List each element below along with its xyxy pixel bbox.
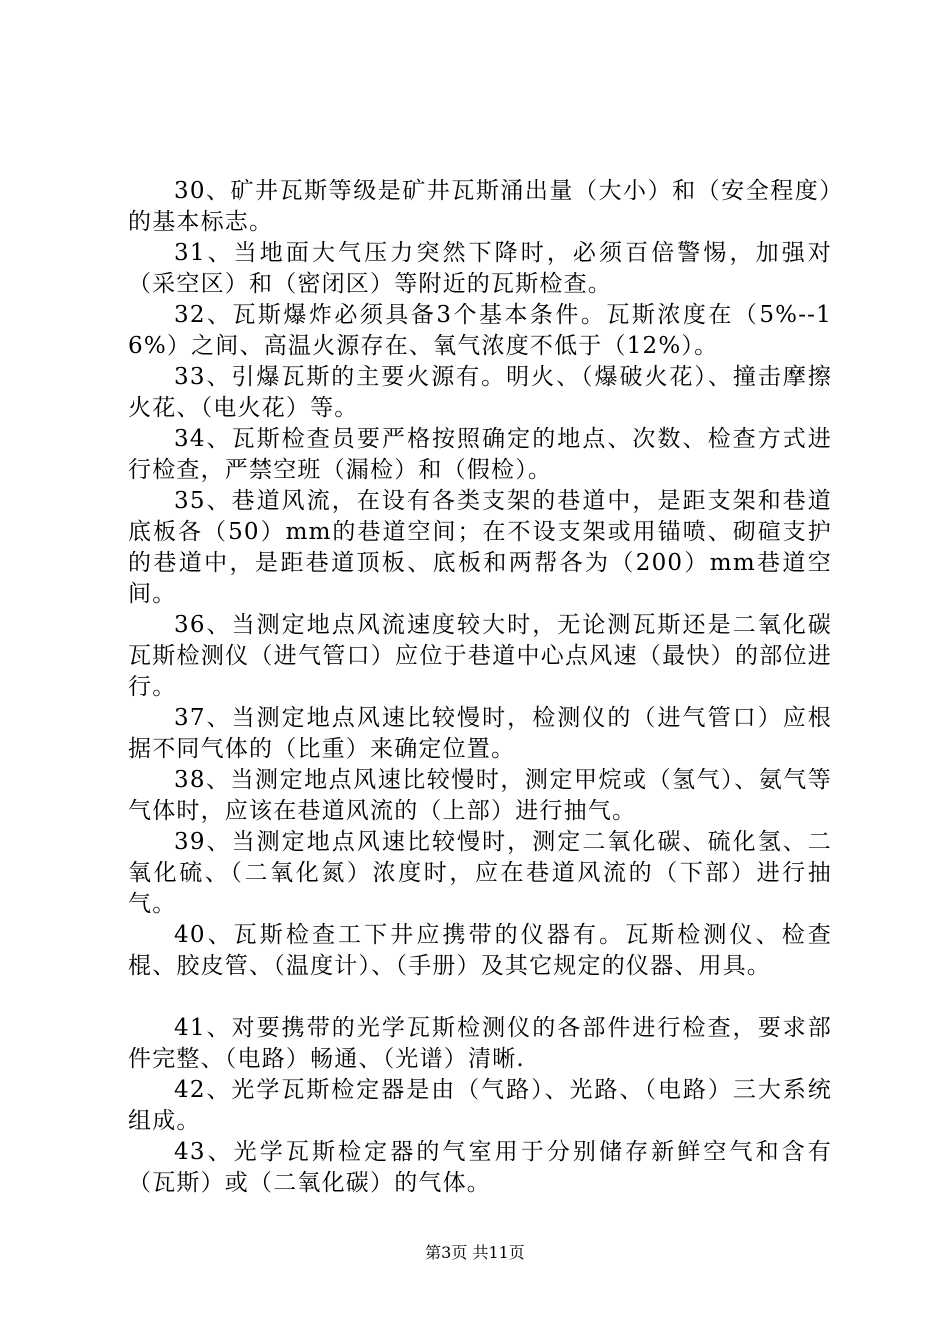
paragraph-43: 43、光学瓦斯检定器的气室用于分别储存新鲜空气和含有（瓦斯）或（二氧化碳）的气体。 [128, 1139, 832, 1196]
paragraph-31: 31、当地面大气压力突然下降时，必须百倍警惕，加强对（采空区）和（密闭区）等附近的瓦斯检查。 [128, 240, 832, 297]
paragraph-38: 38、当测定地点风速比较慢时，测定甲烷或（氢气）、氨气等气体时，应该在巷道风流的（上部）进行抽气。 [128, 767, 832, 824]
paragraph-36: 36、当测定地点风流速度较大时，无论测瓦斯还是二氧化碳瓦斯检测仪（进气管口）应位于巷道中心点风速（最快）的部位进行。 [128, 612, 832, 700]
paragraph-30: 30、矿井瓦斯等级是矿井瓦斯涌出量（大小）和（安全程度）的基本标志。 [128, 178, 832, 235]
paragraph-32: 32、瓦斯爆炸必须具备3个基本条件。瓦斯浓度在（5%--16%）之间、高温火源存在、氧气浓度不低于（12%）。 [128, 302, 832, 359]
page-number-footer: 第3页 共11页 [425, 1243, 525, 1262]
paragraph-33: 33、引爆瓦斯的主要火源有。明火、（爆破火花）、撞击摩擦火花、（电火花）等。 [128, 364, 832, 421]
paragraph-39: 39、当测定地点风速比较慢时，测定二氧化碳、硫化氢、二氧化硫、（二氧化氮）浓度时，应在巷道风流的（下部）进行抽气。 [128, 829, 832, 917]
paragraph-34: 34、瓦斯检查员要严格按照确定的地点、次数、检查方式进行检查，严禁空班（漏检）和（假检）。 [128, 426, 832, 483]
paragraph-40: 40、瓦斯检查工下井应携带的仪器有。瓦斯检测仪、检查棍、胶皮管、（温度计）、（手册）及其它规定的仪器、用具。 [128, 922, 832, 979]
paragraph-42: 42、光学瓦斯检定器是由（气路）、光路、（电路）三大系统组成。 [128, 1077, 832, 1134]
paragraph-35: 35、巷道风流，在设有各类支架的巷道中，是距支架和巷道底板各（50）mm的巷道空间；在不设支架或用锚喷、砌碹支护的巷道中，是距巷道顶板、底板和两帮各为（200）mm巷道空间。 [128, 488, 832, 607]
paragraph-41: 41、对要携带的光学瓦斯检测仪的各部件进行检查，要求部件完整、（电路）畅通、（光谱）清晰. [128, 1015, 832, 1072]
document-body [128, 176, 832, 1199]
paragraph-37: 37、当测定地点风速比较慢时，检测仪的（进气管口）应根据不同气体的（比重）来确定位置。 [128, 705, 832, 762]
